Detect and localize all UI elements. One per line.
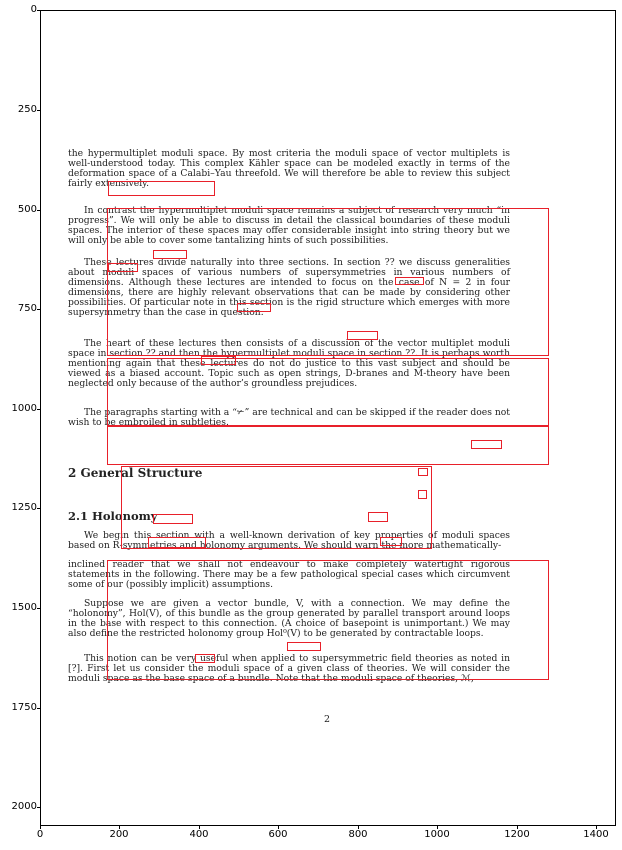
y-tick-label: 0	[30, 4, 37, 15]
x-tick-mark	[199, 826, 200, 829]
paragraph-intro: the hypermultiplet moduli space. By most criteria the moduli space of vector multiplets is well-understood today. This complex Kähler space can be modeled exactly in terms of the deformation space of a Calabi–Yau threefold. We will therefore be able to review this subject fairly extensively.	[68, 148, 510, 189]
y-tick-mark	[37, 708, 40, 709]
paragraph-begin: We begin this section with a well-known derivation of key properties of moduli spaces based on R-symmetries and holonomy arguments. We should warn the more mathematically-	[68, 530, 510, 551]
x-tick-mark	[358, 826, 359, 829]
x-tick-mark	[437, 826, 438, 829]
y-tick-mark	[37, 210, 40, 211]
y-tick-mark	[37, 10, 40, 11]
paragraph-heart: The heart of these lectures then consists of a discussion of the vector multiplet moduli space in section ?? and then the hypermultiplet moduli space in section ??. It is perhaps worth mentioning again that these lectures do not do justice to this vast subject and should be viewed as a biased account. Topic such as open strings, D-branes and M-theory have been neglected only because of the author’s groundless prejudices.	[68, 338, 510, 389]
paragraph-sections: These lectures divide naturally into three sections. In section ?? we discuss generalities about moduli spaces of various numbers of supersymmetries in various numbers of dimensions. Although these lectures are intended to focus on the case of N = 2 in four dimensions, there are highly relevant observations that can be made by considering other possibilities. Of particular note in this section is the rigid structure which emerges with more supersymmetry than the case in question.	[68, 257, 510, 318]
page-number: 2	[324, 714, 331, 725]
x-tick-mark	[278, 826, 279, 829]
x-tick-mark	[40, 826, 41, 829]
y-tick-mark	[37, 110, 40, 111]
text-block-3	[68, 258, 510, 318]
x-tick-mark	[596, 826, 597, 829]
y-tick-mark	[37, 508, 40, 509]
text-block-5	[68, 408, 510, 428]
y-tick-mark	[37, 807, 40, 808]
x-tick-mark	[517, 826, 518, 829]
paragraph-hypermultiplet: In contrast the hypermultiplet moduli space remains a subject of research very much “in progress”. We will only be able to discuss in detail the classical boundaries of these moduli spaces. The interior of these spaces may offer considerable insight into string theory but we will only be able to cover some tantalizing hints of such possibilities.	[68, 205, 510, 246]
text-block-9	[68, 654, 510, 684]
text-block-7	[68, 560, 510, 590]
x-tick-label: 800	[348, 829, 368, 840]
y-tick-label: 250	[17, 104, 37, 115]
subsection-heading: 2.1 Holonomy	[68, 509, 158, 523]
text-block-8	[68, 599, 510, 639]
text-block-4	[68, 339, 510, 389]
y-tick-label: 750	[17, 303, 37, 314]
y-tick-label: 1500	[11, 602, 37, 613]
paragraph-bundle: Suppose we are given a vector bundle, V, with a connection. We may define the “holonomy”, Hol(V), of this bundle as the group generated by parallel transport around loops in the base with respect to this connection. (A choice of basepoint is unimportant.) We may also define the restricted holonomy group Hol⁰(V) to be generated by contractable loops.	[68, 598, 510, 639]
text-block-6	[68, 531, 510, 551]
x-tick-label: 1000	[424, 829, 450, 840]
y-tick-label: 1250	[11, 502, 37, 513]
paragraph-inclined: inclined reader that we shall not endeavour to make completely watertight rigorous statements in the following. There may be a few pathological special cases which circumvent some of our (possibly implicit) assumptions.	[68, 559, 510, 590]
text-block-2	[68, 206, 510, 246]
text-block-1	[68, 149, 510, 189]
x-tick-mark	[119, 826, 120, 829]
y-tick-mark	[37, 309, 40, 310]
x-tick-label: 600	[268, 829, 288, 840]
x-tick-label: 1200	[504, 829, 530, 840]
x-tick-label: 200	[109, 829, 129, 840]
x-tick-label: 1400	[583, 829, 609, 840]
paragraph-notion: This notion can be very useful when applied to supersymmetric field theories as noted in [?]. First let us consider the moduli space of a given class of theories. We will consider the moduli space as the base space of a bundle. Note that the moduli space of theories, ℳ,	[68, 653, 510, 684]
y-tick-mark	[37, 608, 40, 609]
y-tick-label: 1000	[11, 403, 37, 414]
x-tick-label: 0	[36, 829, 44, 840]
y-tick-label: 500	[17, 204, 37, 215]
y-tick-label: 2000	[11, 801, 37, 812]
x-tick-label: 400	[189, 829, 209, 840]
paragraph-technical: The paragraphs starting with a “✃” are technical and can be skipped if the reader does not wish to be embroiled in subtleties.	[68, 407, 510, 428]
section-heading: 2 General Structure	[68, 466, 203, 480]
y-tick-mark	[37, 409, 40, 410]
y-tick-label: 1750	[11, 702, 37, 713]
